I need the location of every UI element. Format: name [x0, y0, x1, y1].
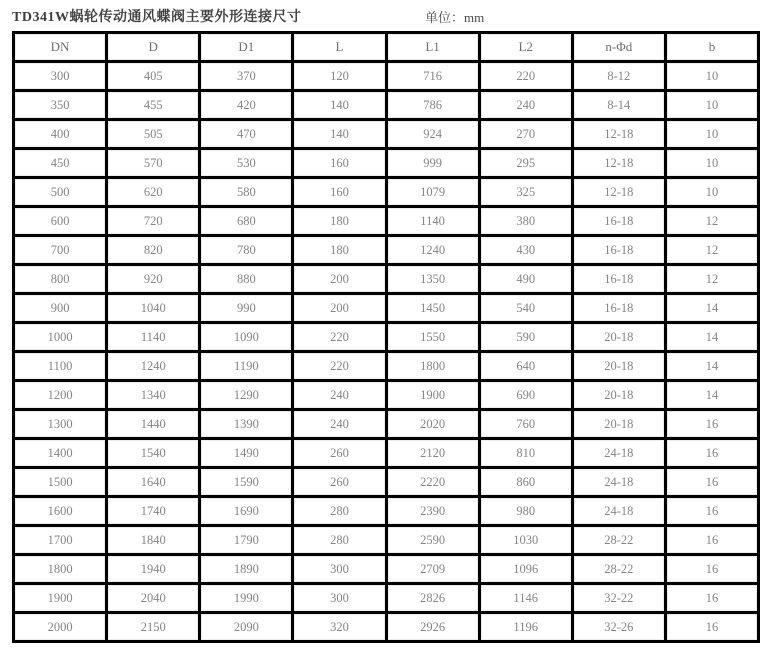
table-cell: 1990 — [200, 584, 293, 613]
table-header — [14, 33, 759, 62]
table-cell: 405 — [107, 62, 200, 91]
table-cell: 700 — [14, 236, 107, 265]
table-cell: 12 — [665, 207, 758, 236]
table-cell: 1890 — [200, 555, 293, 584]
table-cell: 10 — [665, 178, 758, 207]
table-cell: 180 — [293, 207, 386, 236]
table-cell: 420 — [200, 91, 293, 120]
table-cell: 20-18 — [572, 381, 665, 410]
table-cell: 786 — [386, 91, 479, 120]
table-cell: 260 — [293, 468, 386, 497]
table-cell: 2020 — [386, 410, 479, 439]
table-cell: 240 — [293, 410, 386, 439]
table-row — [14, 178, 759, 207]
column-header-L: L — [293, 33, 386, 62]
table-cell: 8-12 — [572, 62, 665, 91]
table-cell: 300 — [14, 62, 107, 91]
table-cell: 32-26 — [572, 613, 665, 642]
table-cell: 1840 — [107, 526, 200, 555]
table-cell: 1390 — [200, 410, 293, 439]
table-cell: 14 — [665, 323, 758, 352]
table-cell: 860 — [479, 468, 572, 497]
table-cell: 1290 — [200, 381, 293, 410]
table-cell: 20-18 — [572, 352, 665, 381]
table-row — [14, 265, 759, 294]
table-cell: 16 — [665, 497, 758, 526]
table-cell: 1140 — [386, 207, 479, 236]
table-cell: 280 — [293, 497, 386, 526]
table-cell: 1490 — [200, 439, 293, 468]
table-cell: 160 — [293, 178, 386, 207]
table-row — [14, 439, 759, 468]
table-cell: 14 — [665, 294, 758, 323]
table-cell: 2090 — [200, 613, 293, 642]
table-cell: 800 — [14, 265, 107, 294]
table-row — [14, 497, 759, 526]
table-cell: 16-18 — [572, 265, 665, 294]
table-cell: 12 — [665, 265, 758, 294]
table-cell: 1240 — [386, 236, 479, 265]
table-cell: 1096 — [479, 555, 572, 584]
table-cell: 160 — [293, 149, 386, 178]
table-cell: 2826 — [386, 584, 479, 613]
table-cell: 680 — [200, 207, 293, 236]
table-cell: 600 — [14, 207, 107, 236]
table-cell: 1190 — [200, 352, 293, 381]
table-row — [14, 613, 759, 642]
table-cell: 200 — [293, 265, 386, 294]
table-cell: 12 — [665, 236, 758, 265]
table-cell: 140 — [293, 91, 386, 120]
table-row — [14, 62, 759, 91]
table-cell: 590 — [479, 323, 572, 352]
table-cell: 180 — [293, 236, 386, 265]
table-cell: 690 — [479, 381, 572, 410]
table-row — [14, 526, 759, 555]
table-cell: 924 — [386, 120, 479, 149]
table-cell: 430 — [479, 236, 572, 265]
table-cell: 8-14 — [572, 91, 665, 120]
table-cell: 820 — [107, 236, 200, 265]
table-cell: 16 — [665, 555, 758, 584]
table-cell: 12-18 — [572, 178, 665, 207]
table-cell: 470 — [200, 120, 293, 149]
table-cell: 120 — [293, 62, 386, 91]
table-cell: 780 — [200, 236, 293, 265]
table-cell: 1900 — [386, 381, 479, 410]
table-cell: 1140 — [107, 323, 200, 352]
table-cell: 270 — [479, 120, 572, 149]
table-cell: 220 — [479, 62, 572, 91]
table-cell: 716 — [386, 62, 479, 91]
table-cell: 920 — [107, 265, 200, 294]
table-cell: 1700 — [14, 526, 107, 555]
table-cell: 300 — [293, 555, 386, 584]
table-cell: 1540 — [107, 439, 200, 468]
column-header-L1: L1 — [386, 33, 479, 62]
table-cell: 10 — [665, 120, 758, 149]
table-cell: 220 — [293, 323, 386, 352]
table-cell: 1340 — [107, 381, 200, 410]
table-row — [14, 468, 759, 497]
table-cell: 1400 — [14, 439, 107, 468]
table-cell: 20-18 — [572, 410, 665, 439]
table-cell: 640 — [479, 352, 572, 381]
table-row — [14, 207, 759, 236]
table-cell: 10 — [665, 149, 758, 178]
table-cell: 580 — [200, 178, 293, 207]
table-cell: 16 — [665, 468, 758, 497]
table-cell: 280 — [293, 526, 386, 555]
table-cell: 1090 — [200, 323, 293, 352]
table-cell: 1030 — [479, 526, 572, 555]
table-cell: 1196 — [479, 613, 572, 642]
table-row — [14, 294, 759, 323]
table-cell: 1800 — [386, 352, 479, 381]
table-cell: 2150 — [107, 613, 200, 642]
table-cell: 10 — [665, 62, 758, 91]
dimensions-table — [12, 31, 760, 643]
table-cell: 32-22 — [572, 584, 665, 613]
table-cell: 20-18 — [572, 323, 665, 352]
table-cell: 1440 — [107, 410, 200, 439]
table-cell: 16 — [665, 439, 758, 468]
table-cell: 16 — [665, 526, 758, 555]
table-cell: 1079 — [386, 178, 479, 207]
table-cell: 1790 — [200, 526, 293, 555]
table-cell: 295 — [479, 149, 572, 178]
table-cell: 16 — [665, 584, 758, 613]
table-row — [14, 149, 759, 178]
table-cell: 810 — [479, 439, 572, 468]
table-cell: 350 — [14, 91, 107, 120]
column-header-L2: L2 — [479, 33, 572, 62]
table-cell: 24-18 — [572, 468, 665, 497]
table-cell: 28-22 — [572, 555, 665, 584]
table-cell: 2926 — [386, 613, 479, 642]
title-bar — [12, 6, 760, 30]
table-cell: 1300 — [14, 410, 107, 439]
table-cell: 16-18 — [572, 207, 665, 236]
table-cell: 1040 — [107, 294, 200, 323]
table-row — [14, 352, 759, 381]
column-header-n-Φd: n-Φd — [572, 33, 665, 62]
table-cell: 240 — [293, 381, 386, 410]
table-cell: 999 — [386, 149, 479, 178]
table-cell: 16-18 — [572, 294, 665, 323]
table-cell: 1550 — [386, 323, 479, 352]
table-cell: 1100 — [14, 352, 107, 381]
table-cell: 2040 — [107, 584, 200, 613]
table-row — [14, 323, 759, 352]
table-cell: 2709 — [386, 555, 479, 584]
table-cell: 12-18 — [572, 149, 665, 178]
table-cell: 760 — [479, 410, 572, 439]
table-cell: 260 — [293, 439, 386, 468]
table-cell: 1200 — [14, 381, 107, 410]
table-cell: 220 — [293, 352, 386, 381]
table-cell: 2220 — [386, 468, 479, 497]
table-cell: 24-18 — [572, 439, 665, 468]
table-cell: 720 — [107, 207, 200, 236]
column-header-b: b — [665, 33, 758, 62]
table-row — [14, 555, 759, 584]
table-cell: 2120 — [386, 439, 479, 468]
table-cell: 1640 — [107, 468, 200, 497]
table-cell: 1740 — [107, 497, 200, 526]
table-cell: 990 — [200, 294, 293, 323]
table-cell: 540 — [479, 294, 572, 323]
table-cell: 570 — [107, 149, 200, 178]
table-cell: 1940 — [107, 555, 200, 584]
table-row — [14, 236, 759, 265]
table-body — [14, 62, 759, 642]
table-cell: 325 — [479, 178, 572, 207]
table-cell: 320 — [293, 613, 386, 642]
table-cell: 1600 — [14, 497, 107, 526]
table-cell: 1146 — [479, 584, 572, 613]
table-cell: 1240 — [107, 352, 200, 381]
table-cell: 1900 — [14, 584, 107, 613]
table-cell: 1450 — [386, 294, 479, 323]
table-cell: 490 — [479, 265, 572, 294]
table-cell: 620 — [107, 178, 200, 207]
table-cell: 14 — [665, 352, 758, 381]
table-cell: 12-18 — [572, 120, 665, 149]
table-cell: 1000 — [14, 323, 107, 352]
table-cell: 16-18 — [572, 236, 665, 265]
table-cell: 1350 — [386, 265, 479, 294]
table-row — [14, 381, 759, 410]
table-cell: 500 — [14, 178, 107, 207]
table-cell: 240 — [479, 91, 572, 120]
table-cell: 505 — [107, 120, 200, 149]
header-row — [14, 33, 759, 62]
table-cell: 2000 — [14, 613, 107, 642]
table-row — [14, 410, 759, 439]
table-cell: 200 — [293, 294, 386, 323]
table-row — [14, 120, 759, 149]
table-cell: 1800 — [14, 555, 107, 584]
table-cell: 450 — [14, 149, 107, 178]
table-cell: 14 — [665, 381, 758, 410]
column-header-D: D — [107, 33, 200, 62]
table-cell: 28-22 — [572, 526, 665, 555]
table-cell: 16 — [665, 410, 758, 439]
column-header-DN: DN — [14, 33, 107, 62]
table-cell: 16 — [665, 613, 758, 642]
column-header-D1: D1 — [200, 33, 293, 62]
table-cell: 370 — [200, 62, 293, 91]
table-row — [14, 91, 759, 120]
table-cell: 1500 — [14, 468, 107, 497]
table-cell: 24-18 — [572, 497, 665, 526]
table-cell: 530 — [200, 149, 293, 178]
table-cell: 400 — [14, 120, 107, 149]
table-cell: 2390 — [386, 497, 479, 526]
table-cell: 380 — [479, 207, 572, 236]
table-cell: 1590 — [200, 468, 293, 497]
table-cell: 300 — [293, 584, 386, 613]
table-cell: 880 — [200, 265, 293, 294]
table-cell: 10 — [665, 91, 758, 120]
table-row — [14, 584, 759, 613]
table-cell: 900 — [14, 294, 107, 323]
page-title: TD341W蜗轮传动通风蝶阀主要外形连接尺寸 — [12, 10, 302, 25]
table-cell: 980 — [479, 497, 572, 526]
table-cell: 140 — [293, 120, 386, 149]
unit-label: 单位：mm — [425, 10, 485, 25]
table-cell: 1690 — [200, 497, 293, 526]
table-cell: 2590 — [386, 526, 479, 555]
table-cell: 455 — [107, 91, 200, 120]
